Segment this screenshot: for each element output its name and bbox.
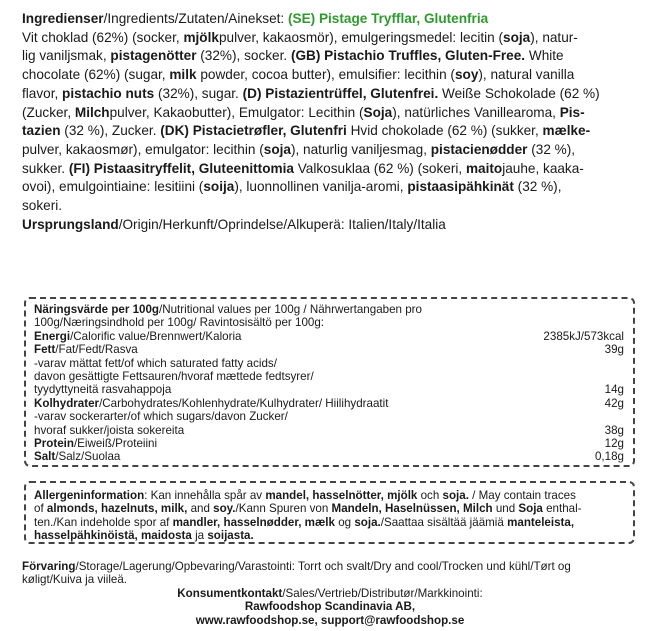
nutrition-title-bold: Näringsvärde per 100g [34, 303, 160, 316]
ingredients-heading: Ingredienser [22, 11, 104, 26]
nutrition-row [34, 397, 624, 410]
nutrition-row [34, 410, 624, 423]
nutrition-row-label: Energi/Calorific value/Brennwert/Kaloria [34, 329, 242, 343]
nutrition-row [34, 357, 624, 370]
nutrition-row-value: 42g [604, 396, 624, 410]
allergen-line: of almonds, hazelnuts, milk, and soy./Kann Spuren von Mandeln, Haselnüssen, Milch und Soja enthal- [34, 502, 582, 516]
nutrition-row-value: 0,18g [594, 450, 624, 464]
nutrition-row [34, 370, 624, 383]
contact-text: /Sales/Vertrieb/Distributør/Markkinointi: [282, 586, 483, 600]
allergen-line: hasselpähkinöistä, maidosta ja soijasta. [34, 529, 254, 543]
ingredients-section [22, 10, 638, 234]
nutrition-title-line2: 100g/Næringsindhold per 100g/ Ravintosisältö per 100g: [34, 316, 325, 330]
nutrition-row-value: 38g [604, 423, 624, 437]
nutrition-table [34, 303, 624, 464]
storage-label: Förvaring [22, 560, 76, 573]
nutrition-row [34, 383, 624, 396]
nutrition-row-value: 39g [604, 343, 624, 357]
nutrition-row-label: Protein/Eiweiß/Proteiini [34, 437, 158, 451]
nutrition-row-label: hvoraf sukker/joista sokereita [34, 423, 185, 437]
nutrition-row-label: tyydyttyneitä rasvahappoja [34, 383, 172, 397]
nutrition-row-label: Fett/Fat/Fedt/Rasva [34, 343, 138, 357]
storage-line [22, 560, 638, 573]
nutrition-box [24, 297, 635, 467]
origin-line [22, 216, 638, 235]
ingredients-line: Vit choklad (62%) (socker, mjölkpulver, kakaosmör), emulgeringsmedel: lecitin (soja), natur- [22, 29, 578, 45]
ingredients-heading-languages: /Ingredients/Zutaten/Ainekset: [103, 11, 285, 26]
nutrition-row-label: -varav sockerarter/of which sugars/davon Zucker/ [34, 410, 288, 424]
ingredients-line: (Zucker, Milchpulver, Kakaobutter), Emulgator: Lecithin (Soja), natürliches Vanillearoma, Pis- [22, 104, 585, 120]
allergen-text [34, 489, 626, 543]
nutrition-row-value: 12g [604, 437, 624, 451]
storage-line2: køligt/Kuiva ja viileä. [22, 573, 128, 587]
ingredients-text [22, 29, 638, 216]
nutrition-row-label: davon gesättigte Fettsauren/hvoraf mættede fedtsyrer/ [34, 370, 314, 384]
nutrition-row [34, 343, 624, 356]
nutrition-row-value: 14g [604, 383, 624, 397]
ingredients-line: chocolate (62%) (sugar, milk powder, cocoa butter), emulsifier: lecithin (soy), natural vanilla [22, 67, 575, 83]
ingredients-line: ovoi), emulgointiaine: lesitiini (soija), luonnollinen vanilja-aromi, pistaasipähkinät (32 %), [22, 179, 562, 195]
nutrition-title-rest: /Nutritional values per 100g / Nährwertangaben pro [159, 303, 422, 316]
nutrition-row [34, 437, 624, 450]
ingredients-line: lig vaniljsmak, pistagenötter (32%), socker. (GB) Pistachio Truffles, Gluten-Free. White [22, 48, 564, 64]
contact-label: Konsumentkontakt [177, 586, 283, 600]
ingredients-line: sokeri. [22, 198, 63, 214]
allergen-line: ten./Kan indeholde spor af mandler, hasselnødder, mælk og soja./Saattaa sisältää jäämiä manteleista, [34, 515, 575, 529]
company-web: www.rawfoodshop.se, support@rawfoodshop.se [195, 613, 465, 627]
storage-text: /Storage/Lagerung/Opbevaring/Varastointi: Torrt och svalt/Dry and cool/Trocken und kühl/Tørt og [75, 560, 571, 573]
nutrition-row [34, 424, 624, 437]
allergen-box [24, 481, 635, 544]
nutrition-rows [34, 330, 624, 464]
ingredients-line: flavor, pistachio nuts (32%), sugar. (D) Pistazientrüffel, Glutenfrei. Weiße Schokolade (62 %) [22, 85, 600, 101]
nutrition-row-value: 2385kJ/573kcal [543, 329, 624, 343]
product-name-se: (SE) Pistage Tryfflar, Glutenfria [287, 11, 489, 26]
nutrition-row-label: Salt/Salz/Suolaa [34, 450, 121, 464]
ingredients-line: tazien (32 %), Zucker. (DK) Pistacietrøfler, Glutenfri Hvid chokolade (62 %) (sukker, mælke- [22, 123, 591, 139]
nutrition-title [34, 303, 624, 316]
ingredients-line: sukker. (FI) Pistaasitryffelit, Gluteenittomia Valkosuklaa (62 %) (sokeri, maitojauhe, kaaka- [22, 160, 584, 176]
nutrition-row-label: -varav mättat fett/of which saturated fatty acids/ [34, 356, 277, 370]
origin-text: /Origin/Herkunft/Oprindelse/Alkuperä: Italien/Italy/Italia [118, 216, 446, 232]
footer-section [22, 560, 638, 627]
contact-line [22, 587, 638, 600]
nutrition-row-label: Kolhydrater/Carbohydrates/Kohlenhydrate/Kulhydrater/ Hiilihydraatit [34, 396, 389, 410]
allergen-line: Allergeninformation: Kan innehålla spår av mandel, hasselnötter, mjölk och soja. / May contain traces [34, 489, 576, 502]
origin-label: Ursprungsland [22, 216, 119, 232]
ingredients-line: pulver, kakaosmør), emulgator: lecithin (soja), naturlig vaniljesmag, pistacienødder (32 %), [22, 141, 576, 157]
company-name: Rawfoodshop Scandinavia AB, [244, 600, 416, 614]
nutrition-row [34, 450, 624, 463]
allergen-label: Allergeninformation [34, 489, 145, 502]
nutrition-row [34, 330, 624, 343]
ingredients-heading-line [22, 10, 638, 29]
